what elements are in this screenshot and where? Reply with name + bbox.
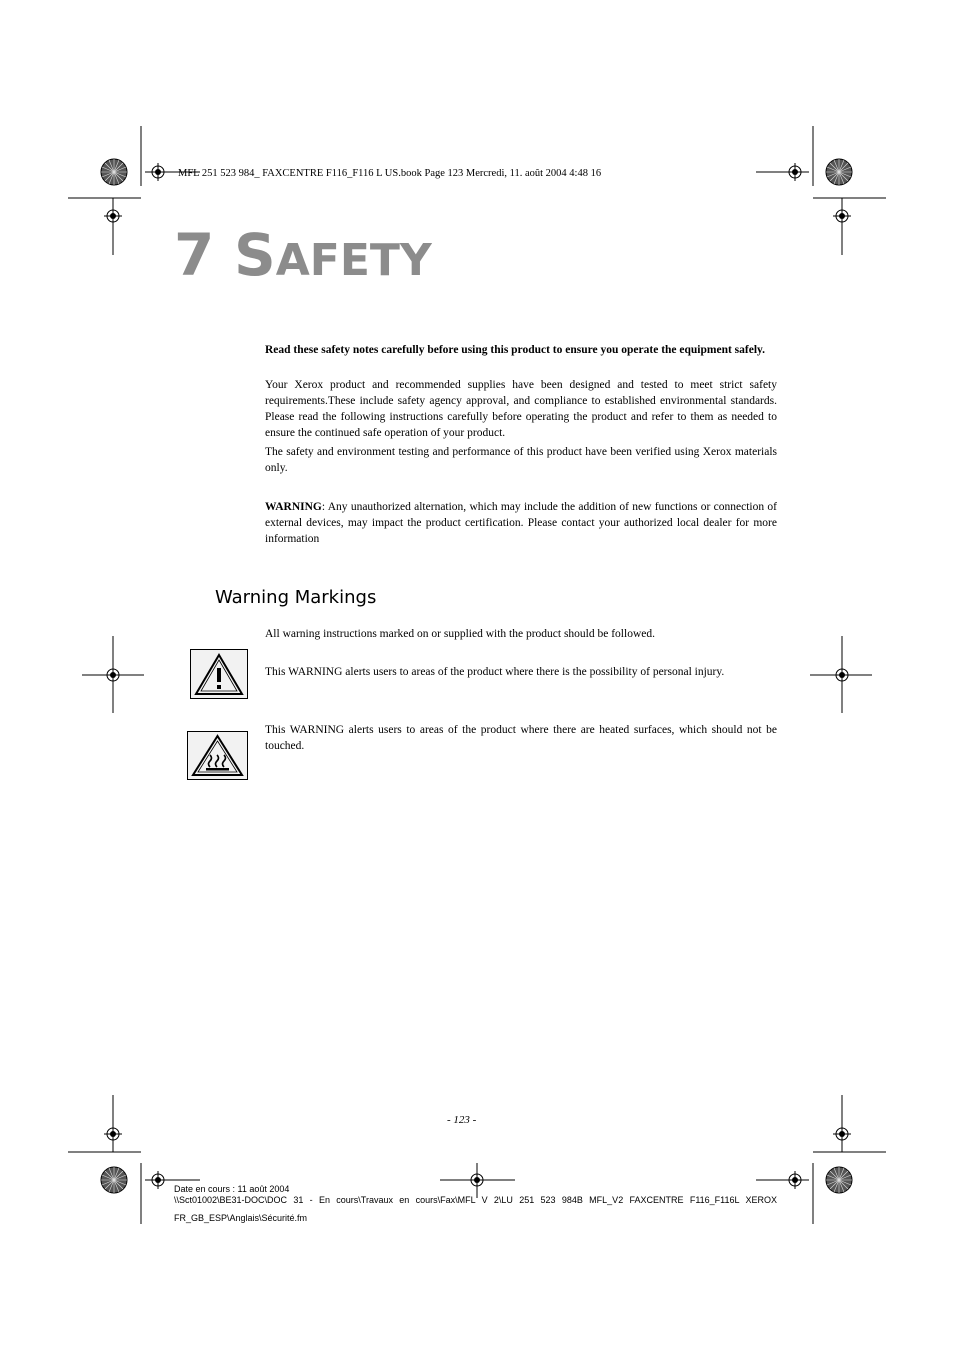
footer-path: \\Sct01002\BE31-DOC\DOC 31 - En cours\Travaux en cours\Fax\MFL V 2\LU 251 523 984B MFL_V2 FAXCENTRE F116_F116L XEROX — [174, 1195, 777, 1205]
warning-item-heated-surfaces: This WARNING alerts users to areas of the product where there are heated surfaces, which should not be touched. — [265, 724, 777, 752]
intro-paragraph-2: The safety and environment testing and performance of this product have been verified using Xerox materials only. — [265, 446, 777, 474]
warning-notice — [265, 499, 777, 547]
chapter-title-initial: S — [233, 221, 276, 289]
chapter-number: 7 — [174, 221, 215, 289]
section-title-warning-markings: Warning Markings — [215, 587, 377, 608]
book-file-header: MFL 251 523 984_ FAXCENTRE F116_F116 L US.book Page 123 Mercredi, 11. août 2004 4:48 16 — [178, 168, 602, 179]
intro-paragraph-1: Your Xerox product and recommended supplies have been designed and tested to meet strict safety requirements.These include safety agency approval, and compliance to established environmental standards. Please read the following instructions carefully before operating the product and refer to them as needed to ensure the continued safe operation of your product. — [265, 379, 777, 439]
footer-date: Date en cours : 11 août 2004 — [174, 1184, 290, 1194]
hot-surface-icon — [187, 731, 248, 780]
warning-markings-intro: All warning instructions marked on or supplied with the product should be followed. — [265, 628, 655, 640]
warning-text: : Any unauthorized alternation, which may include the addition of new functions or connection of external devices, may impact the product certification. Please contact your authorized local dealer for more information — [265, 501, 777, 545]
chapter-title-rest: AFETY — [275, 235, 432, 286]
footer-filename: FR_GB_ESP\Anglais\Sécurité.fm — [174, 1213, 308, 1223]
chapter-title — [174, 221, 432, 289]
warning-item-personal-injury: This WARNING alerts users to areas of the product where there is the possibility of personal injury. — [265, 666, 725, 678]
exclamation-triangle-icon — [190, 649, 248, 699]
page-number: - 123 - — [447, 1114, 477, 1126]
warning-label: WARNING — [265, 501, 322, 513]
intro-bold-note: Read these safety notes carefully before using this product to ensure you operate the equipment safely. — [265, 344, 766, 356]
